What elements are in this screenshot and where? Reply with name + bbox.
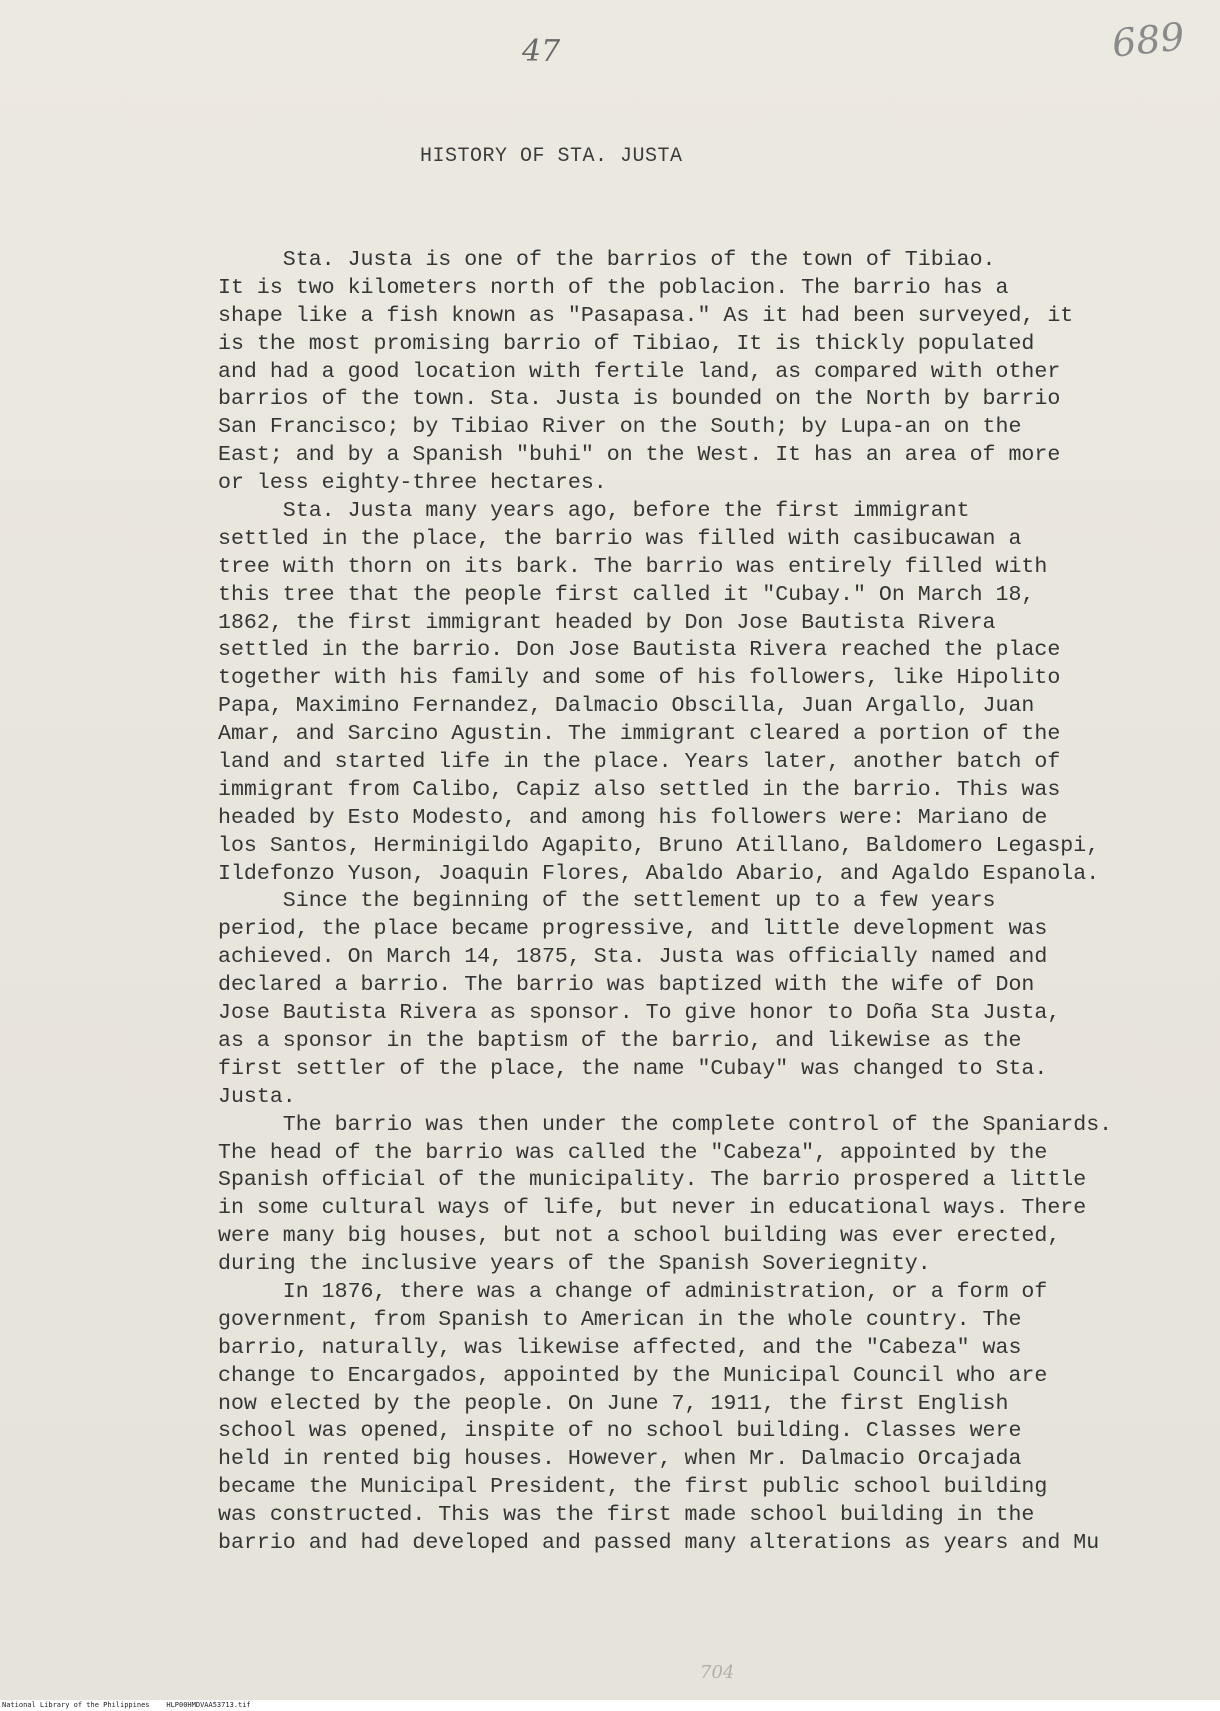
- text-line: together with his family and some of his followers, like Hipolito: [218, 666, 1061, 691]
- text-line: It is two kilometers north of the poblacion. The barrio has a: [218, 275, 1009, 300]
- text-line: achieved. On March 14, 1875, Sta. Justa was officially named and: [218, 945, 1048, 970]
- footer-stamp: 704: [700, 1662, 735, 1683]
- document-title: HISTORY OF STA. JUSTA: [420, 145, 683, 168]
- text-line: tree with thorn on its bark. The barrio was entirely filled with: [218, 554, 1048, 579]
- text-line: Amar, and Sarcino Agustin. The immigrant cleared a portion of the: [218, 722, 1061, 747]
- text-line: settled in the place, the barrio was filled with casibucawan a: [218, 526, 1022, 551]
- text-line: this tree that the people first called it "Cubay." On March 18,: [218, 582, 1035, 607]
- text-line: 1862, the first immigrant headed by Don Jose Bautista Rivera: [218, 610, 996, 635]
- text-line: shape like a fish known as "Pasapasa." As it had been surveyed, it: [218, 303, 1074, 328]
- text-line: Sta. Justa many years ago, before the first immigrant: [218, 499, 970, 524]
- text-line: declared a barrio. The barrio was baptized with the wife of Don: [218, 973, 1035, 998]
- text-line: change to Encargados, appointed by the Municipal Council who are: [218, 1363, 1048, 1388]
- text-line: first settler of the place, the name "Cubay" was changed to Sta.: [218, 1056, 1048, 1081]
- text-line: is the most promising barrio of Tibiao, It is thickly populated: [218, 331, 1035, 356]
- text-line: now elected by the people. On June 7, 1911, the first English: [218, 1391, 1009, 1416]
- text-line: period, the place became progressive, and little development was: [218, 917, 1048, 942]
- text-line: Sta. Justa is one of the barrios of the town of Tibiao.: [218, 248, 996, 272]
- archive-caption: National Library of the Philippines HLP00HMDVAA53713.tif: [2, 1701, 251, 1709]
- text-line: East; and by a Spanish "buhi" on the West. It has an area of more: [218, 443, 1061, 468]
- text-line: barrio and had developed and passed many alterations as years and Mu: [218, 1530, 1100, 1555]
- text-line: Papa, Maximino Fernandez, Dalmacio Obscilla, Juan Argallo, Juan: [218, 694, 1035, 719]
- page-number: 47: [522, 34, 561, 69]
- text-line: government, from Spanish to American in the whole country. The: [218, 1307, 1022, 1332]
- text-line: Jose Bautista Rivera as sponsor. To give honor to Doña Sta Justa,: [218, 1001, 1061, 1026]
- text-line: barrios of the town. Sta. Justa is bounded on the North by barrio: [218, 387, 1061, 412]
- text-line: were many big houses, but not a school building was ever erected,: [218, 1224, 1061, 1249]
- text-line: as a sponsor in the baptism of the barrio, and likewise as the: [218, 1028, 1022, 1053]
- text-line: was constructed. This was the first made school building in the: [218, 1503, 1035, 1528]
- text-line: in some cultural ways of life, but never in educational ways. There: [218, 1196, 1087, 1221]
- text-line: Ildefonzo Yuson, Joaquin Flores, Abaldo Abario, and Agaldo Espanola.: [218, 861, 1100, 886]
- text-line: and had a good location with fertile land, as compared with other: [218, 359, 1061, 384]
- text-line: Justa.: [218, 1084, 296, 1109]
- text-line: became the Municipal President, the first public school building: [218, 1475, 1048, 1500]
- text-line: immigrant from Calibo, Capiz also settled in the barrio. This was: [218, 777, 1061, 802]
- text-line: school was opened, inspite of no school building. Classes were: [218, 1419, 1022, 1444]
- text-line: land and started life in the place. Years later, another batch of: [218, 750, 1061, 775]
- text-line: The barrio was then under the complete control of the Spaniards.: [218, 1112, 1113, 1137]
- text-line: los Santos, Herminigildo Agapito, Bruno Atillano, Baldomero Legaspi,: [218, 833, 1100, 858]
- text-line: Spanish official of the municipality. The barrio prospered a little: [218, 1168, 1087, 1193]
- text-line: during the inclusive years of the Spanish Soveriegnity.: [218, 1252, 931, 1277]
- text-line: headed by Esto Modesto, and among his followers were: Mariano de: [218, 805, 1048, 830]
- text-line: held in rented big houses. However, when Mr. Dalmacio Orcajada: [218, 1447, 1022, 1472]
- text-line: San Francisco; by Tibiao River on the South; by Lupa-an on the: [218, 415, 1022, 440]
- text-line: settled in the barrio. Don Jose Bautista Rivera reached the place: [218, 638, 1061, 663]
- text-line: Since the beginning of the settlement up to a few years: [218, 889, 996, 914]
- text-line: The head of the barrio was called the "Cabeza", appointed by the: [218, 1140, 1048, 1165]
- text-line: barrio, naturally, was likewise affected, and the "Cabeza" was: [218, 1335, 1022, 1360]
- text-line: In 1876, there was a change of administration, or a form of: [218, 1279, 1048, 1304]
- document-body: [218, 247, 1218, 1558]
- archive-number: 689: [1109, 14, 1187, 66]
- text-line: or less eighty-three hectares.: [218, 471, 607, 496]
